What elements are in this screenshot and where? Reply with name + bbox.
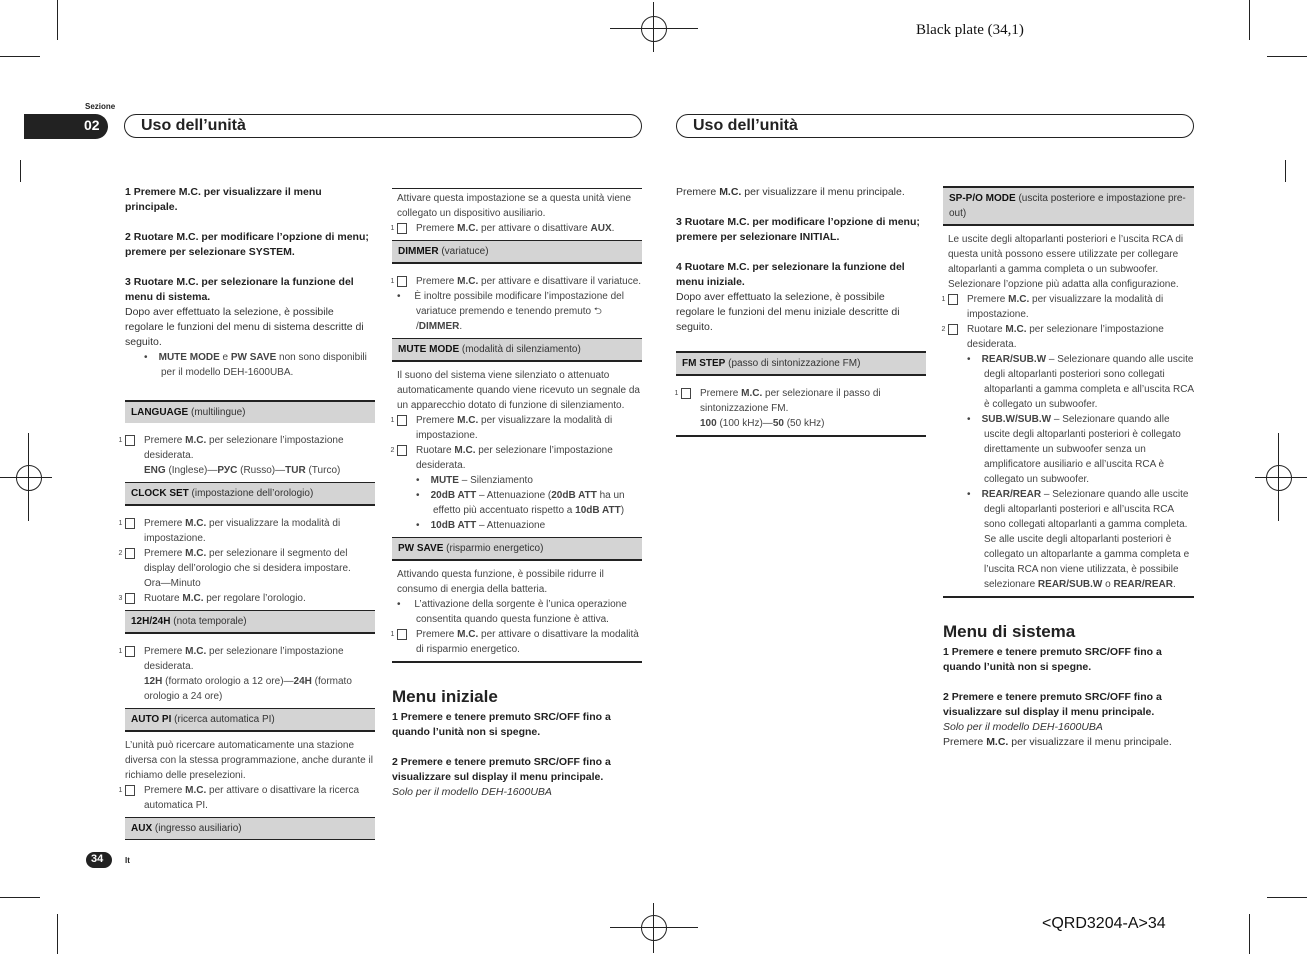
setting-title: PW SAVE: [398, 543, 444, 554]
key-name: M.C.: [457, 629, 479, 640]
paragraph: Le uscite degli altoparlanti posteriori e l’uscita RCA di questa unità possono essere utilizzate per collegare altoparlanti a gamma completa o un subwoofer. Selezionare l’opzione più adatta alla configurazione.: [948, 234, 1184, 290]
key-name: M.C.: [1008, 294, 1030, 305]
instruction: [390, 627, 642, 657]
setting-title: LANGUAGE: [131, 407, 189, 418]
text: È inoltre possibile modificare l’impostazione del variatuce premendo e tenendo premuto ⮌ /: [414, 291, 624, 332]
text: Ruotare: [144, 593, 183, 604]
text: per selezionare l’impostazione desiderata.: [144, 646, 344, 672]
step: 3 Ruotare M.C. per selezionare la funzione del menu di sistema.: [125, 276, 354, 303]
option: REAR/REAR: [981, 489, 1042, 500]
text: per regolare l’orologio.: [203, 593, 306, 604]
crop-mark: [57, 0, 58, 40]
step: 4 Ruotare M.C. per selezionare la funzione del menu iniziale.: [676, 261, 905, 288]
setting-block: [392, 559, 642, 663]
bullet: • È inoltre possibile modificare l’impostazione del variatuce premendo e tenendo premuto ⮌ /DIMMER.: [397, 291, 624, 332]
option: 12H: [144, 676, 163, 687]
text: per visualizzare il menu principale.: [1008, 736, 1172, 748]
text: – Silenziamento: [458, 475, 533, 486]
step-number-icon: 1: [397, 415, 407, 426]
text: Ruotare: [967, 324, 1006, 335]
document-code: <QRD3204-A>34: [1042, 915, 1166, 932]
option: РУС: [217, 465, 238, 476]
section-title: Menu iniziale: [392, 687, 498, 706]
setting-title: SP-P/O MODE: [949, 193, 1016, 204]
instruction: [118, 546, 375, 576]
column-4: [943, 186, 1194, 750]
instruction: [118, 644, 375, 674]
option: 10dB ATT: [575, 505, 621, 516]
option: REAR/SUB.W: [981, 354, 1047, 365]
setting-bar-aux: [125, 818, 375, 840]
crop-mark: [1267, 56, 1307, 57]
text: per selezionare il segmento del display dell’orologio che si desidera impostare.: [144, 548, 351, 574]
step-number-icon: 1: [125, 785, 135, 796]
crop-mark: [1285, 160, 1286, 182]
registration-mark: [28, 433, 29, 521]
registration-mark: [641, 915, 667, 941]
text: per attivare o disattivare la modalità di risparmio energetico.: [416, 629, 639, 655]
column-3: [676, 185, 926, 437]
setting-block: [392, 262, 642, 339]
step-number-icon: 2: [125, 548, 135, 559]
text: Premere: [967, 294, 1009, 305]
header-right-title: Uso dell’unità: [693, 117, 798, 134]
setting-block: [118, 632, 375, 709]
option-item: • REAR/REAR – Selezionare quando alle uscite degli altoparlanti posteriori e all’uscita RCA sono collegati altoparlanti a gamma completa.: [967, 489, 1189, 530]
option: MUTE: [430, 475, 459, 486]
registration-mark: [1278, 433, 1279, 521]
setting-subtitle: (multilingue): [188, 407, 246, 418]
step-number-icon: 1: [397, 629, 407, 640]
setting-block: [118, 423, 375, 483]
registration-mark: [610, 28, 698, 29]
paragraph: Dopo aver effettuato la selezione, è possibile regolare le funzioni del menu iniziale descritte di seguito.: [676, 291, 900, 333]
step-number-icon: 1: [397, 223, 407, 234]
model-note: Solo per il modello DEH-1600UBA: [392, 786, 552, 798]
registration-mark: [1255, 477, 1307, 478]
setting-subtitle: (impostazione dell’orologio): [188, 488, 314, 499]
plate-label: Black plate (34,1): [916, 22, 1024, 38]
key-name: M.C.: [986, 736, 1009, 748]
setting-bar-pwsave: [392, 538, 642, 559]
option: 24H: [293, 676, 312, 687]
text: per selezionare l’impostazione desiderata.: [144, 435, 344, 461]
text: – Selezionare quando alle uscite degli altoparlanti posteriori sono collegati altoparlanti a gamma completa e all’uscita RCA è collegato un subwoofer.: [984, 354, 1194, 410]
step-number-icon: 2: [948, 324, 958, 335]
step-number-icon: 1: [948, 294, 958, 305]
option: 10dB ATT: [430, 520, 477, 531]
step: 2 Ruotare M.C. per modificare l’opzione di menu; premere per selezionare SYSTEM.: [125, 231, 369, 258]
options: Ora—Minuto: [144, 578, 201, 589]
text: Premere: [700, 388, 742, 399]
step-number-icon: 1: [125, 518, 135, 529]
options: [125, 463, 375, 478]
setting-bar-spmode: [943, 186, 1194, 224]
setting-block: [392, 360, 642, 538]
instruction: [941, 292, 1194, 322]
instruction: [118, 516, 375, 546]
paragraph: Il suono del sistema viene silenziato o attenuato automaticamente quando viene ricevuto un segnale da un apparecchio dotato di funzione di silenziamento.: [397, 370, 640, 411]
step-number-icon: 1: [125, 435, 135, 446]
setting-bar-autopi: [125, 709, 375, 730]
setting-title: 12H/24H: [131, 616, 171, 627]
setting-subtitle: (ingresso ausiliario): [152, 823, 242, 834]
column-2: [392, 188, 642, 800]
key-name: M.C.: [719, 186, 742, 198]
option: REAR/SUB.W: [1037, 579, 1103, 590]
setting-block: [118, 504, 375, 611]
key-name: M.C.: [741, 388, 763, 399]
text: Premere: [144, 785, 186, 796]
crop-mark: [0, 56, 40, 57]
key-name: M.C.: [454, 445, 476, 456]
setting-bar-mute: [392, 339, 642, 360]
note-text: non sono disponibili per il modello DEH-1600UBA.: [161, 352, 367, 378]
text: Premere: [416, 629, 458, 640]
option-item: • 20dB ATT – Attenuazione (20dB ATT ha un effetto più accentuato rispetto a 10dB ATT): [416, 490, 625, 516]
text: Premere: [676, 186, 720, 198]
text: Premere: [943, 736, 987, 748]
section-title: Menu di sistema: [943, 622, 1076, 641]
column-1: [118, 185, 375, 840]
text: (Turco): [305, 465, 341, 476]
instruction: [390, 413, 642, 443]
text: ha un effetto più accentuato rispetto a: [433, 490, 625, 516]
option-item: • REAR/SUB.W – Selezionare quando alle uscite degli altoparlanti posteriori sono collegati altoparlanti a gamma completa e all’uscita RCA è collegato un subwoofer.: [967, 354, 1194, 410]
option: AUX: [590, 223, 612, 234]
model-note: Solo per il modello DEH-1600UBA: [943, 721, 1103, 733]
setting-subtitle: (modalità di silenziamento): [459, 344, 581, 355]
setting-title: FM STEP: [682, 358, 726, 369]
text: per attivare e disattivare il variatuce.: [478, 276, 642, 287]
instruction: [118, 783, 375, 813]
setting-title: MUTE MODE: [398, 344, 460, 355]
text: Se alle uscite degli altoparlanti posteriori è collegato un altoparlante a gamma completa e l’uscita RCA non viene utilizzata, è possibile selezionare: [984, 534, 1190, 590]
step: 1 Premere M.C. per visualizzare il menu principale.: [125, 186, 322, 213]
text: per visualizzare il menu principale.: [741, 186, 905, 198]
setting-bar-12h24h: [125, 611, 375, 632]
note-text: e: [219, 352, 231, 363]
paragraph: [676, 185, 926, 200]
instruction: [390, 443, 642, 473]
option-item: • MUTE – Silenziamento: [416, 475, 533, 486]
header-left-title: Uso dell’unità: [141, 117, 246, 134]
step-number-icon: 3: [125, 593, 135, 604]
page-number: 34: [91, 853, 104, 865]
option: REAR/REAR: [1113, 579, 1173, 590]
setting-subtitle: (uscita posteriore e impostazione pre-out): [949, 193, 1186, 219]
crop-mark: [1249, 914, 1250, 954]
setting-title: AUTO PI: [131, 714, 172, 725]
text: per selezionare l’impostazione desiderata.: [967, 324, 1164, 350]
setting-bar-clock: [125, 483, 375, 504]
text: o: [1102, 579, 1114, 590]
option: SUB.W/SUB.W: [981, 414, 1052, 425]
option: 50: [772, 418, 784, 429]
setting-subtitle: (passo di sintonizzazione FM): [725, 358, 861, 369]
crop-mark: [1267, 897, 1307, 898]
text: Premere: [416, 223, 458, 234]
key-name: M.C.: [185, 785, 207, 796]
setting-block: [676, 374, 926, 437]
option: ENG: [144, 465, 166, 476]
text: per selezionare il passo di sintonizzazione FM.: [700, 388, 881, 414]
text: per visualizzare la modalità di impostazione.: [967, 294, 1164, 320]
crop-mark: [57, 914, 58, 954]
text: (Russo)—: [237, 465, 286, 476]
note-term: PW SAVE: [230, 352, 277, 363]
option: 20dB ATT: [551, 490, 597, 501]
text: (100 kHz)—: [716, 418, 773, 429]
key-name: M.C.: [185, 518, 207, 529]
bullet: • L’attivazione della sorgente è l’unica operazione consentita quando questa funzione è attiva.: [397, 599, 627, 625]
step-number-icon: 1: [125, 646, 135, 657]
key-name: M.C.: [457, 415, 479, 426]
step: 1 Premere e tenere premuto SRC/OFF fino a quando l’unità non si spegne.: [943, 646, 1162, 673]
registration-mark: [16, 465, 42, 491]
key-name: M.C.: [1005, 324, 1027, 335]
setting-bar-dimmer: [392, 241, 642, 262]
key-name: M.C.: [185, 548, 207, 559]
setting-title: CLOCK SET: [131, 488, 189, 499]
setting-subtitle: (variatuce): [438, 246, 489, 257]
paragraph: [943, 735, 1194, 750]
step: 2 Premere e tenere premuto SRC/OFF fino a visualizzare sul display il menu principale.: [943, 691, 1162, 718]
key-name: M.C.: [185, 435, 207, 446]
text: – Selezionare quando alle uscite degli altoparlanti posteriori è collegato direttamente un subwoofer senza un amplificatore ausiliario e all’uscita RCA è collegato un subwoofer.: [984, 414, 1181, 485]
option: 20dB ATT: [430, 490, 477, 501]
crop-mark: [1249, 0, 1250, 40]
text: L’attivazione della sorgente è l’unica operazione consentita quando questa funzione è attiva.: [414, 599, 627, 625]
instruction: 1 Premere M.C. per attivare o disattivare AUX.: [390, 223, 615, 234]
text: – Attenuazione: [476, 520, 546, 531]
key-name: M.C.: [185, 646, 207, 657]
instruction: [118, 433, 375, 463]
registration-mark: [653, 903, 654, 953]
section-number: 02: [84, 117, 100, 133]
instruction: [941, 322, 1194, 352]
text: (50 kHz): [783, 418, 825, 429]
crop-mark: [20, 160, 21, 182]
option-note: Se alle uscite degli altoparlanti posteriori è collegato un altoparlante a gamma completa e l’uscita RCA non viene utilizzata, è possibile selezionare REAR/SUB.W o REAR/REAR.: [984, 534, 1190, 590]
text: per attivare o disattivare: [478, 223, 591, 234]
step-number-icon: 1: [681, 388, 691, 399]
text: per visualizzare la modalità di impostazione.: [144, 518, 341, 544]
setting-subtitle: (nota temporale): [170, 616, 247, 627]
text: Premere: [144, 435, 186, 446]
text: Premere: [144, 548, 186, 559]
text: Premere: [416, 276, 458, 287]
option-item: • 10dB ATT – Attenuazione: [416, 520, 546, 531]
language-code: It: [125, 856, 130, 865]
setting-block: [118, 730, 375, 818]
step-number-icon: 1: [397, 276, 407, 287]
text: Ruotare: [416, 445, 455, 456]
instruction: [674, 386, 926, 416]
text: Premere: [416, 415, 458, 426]
text: – Attenuazione (: [476, 490, 552, 501]
option-item: • SUB.W/SUB.W – Selezionare quando alle uscite degli altoparlanti posteriori è collegato direttamente un subwoofer senza un amplificatore ausiliario e all’uscita RCA è collegato un subwoofer.: [967, 414, 1181, 485]
note-term: MUTE MODE: [158, 352, 220, 363]
option: 100: [700, 418, 717, 429]
option: TUR: [285, 465, 306, 476]
paragraph: Attivare questa impostazione se a questa unità viene collegato un dispositivo ausiliario.: [397, 193, 632, 219]
step: 2 Premere e tenere premuto SRC/OFF fino a visualizzare sul display il menu principale.: [392, 756, 611, 783]
options: [125, 674, 375, 704]
text: per selezionare l’impostazione desiderata.: [416, 445, 613, 471]
options: [681, 416, 926, 431]
setting-title: DIMMER: [398, 246, 439, 257]
instruction: [390, 274, 642, 289]
text: (Inglese)—: [165, 465, 218, 476]
text: (formato orologio a 12 ore)—: [162, 676, 294, 687]
registration-mark: [653, 2, 654, 52]
text: per visualizzare la modalità di impostazione.: [416, 415, 613, 441]
setting-subtitle: (risparmio energetico): [443, 543, 544, 554]
step: 1 Premere e tenere premuto SRC/OFF fino a quando l’unità non si spegne.: [392, 711, 611, 738]
text: – Selezionare quando alle uscite degli altoparlanti posteriori e all’uscita RCA sono collegati altoparlanti a gamma completa.: [984, 489, 1189, 530]
setting-block: [392, 188, 642, 241]
text: Premere: [144, 518, 186, 529]
registration-mark: [1266, 465, 1292, 491]
setting-title: AUX: [131, 823, 153, 834]
step-number-icon: 2: [397, 445, 407, 456]
option: DIMMER: [418, 321, 460, 332]
paragraph: Dopo aver effettuato la selezione, è possibile regolare le funzioni del menu di sistema descritte di seguito.: [125, 306, 364, 348]
step: 3 Ruotare M.C. per modificare l’opzione di menu; premere per selezionare INITIAL.: [676, 216, 920, 243]
setting-subtitle: (ricerca automatica PI): [171, 714, 275, 725]
registration-mark: [0, 477, 52, 478]
text: Premere: [144, 646, 186, 657]
header-left: [124, 114, 642, 138]
paragraph: L’unità può ricercare automaticamente una stazione diversa con la stessa programmazione, anche durante il richiamo delle preselezioni.: [125, 740, 373, 781]
key-name: M.C.: [182, 593, 204, 604]
registration-mark: [641, 16, 667, 42]
key-name: M.C.: [457, 276, 479, 287]
registration-mark: [610, 927, 698, 928]
header-right: [676, 114, 1194, 138]
setting-block: [943, 224, 1194, 598]
instruction: [118, 591, 375, 606]
setting-bar-fmstep: [676, 351, 926, 374]
crop-mark: [0, 897, 40, 898]
key-name: M.C.: [457, 223, 479, 234]
setting-bar-language: [125, 400, 375, 423]
section-label: Sezione: [85, 102, 116, 111]
text: per attivare o disattivare la ricerca automatica PI.: [144, 785, 360, 811]
paragraph: Attivando questa funzione, è possibile ridurre il consumo di energia della batteria.: [397, 569, 604, 595]
note: • MUTE MODE e PW SAVE non sono disponibili per il modello DEH-1600UBA.: [144, 352, 367, 378]
text: (formato orologio a 24 ore): [144, 676, 352, 702]
